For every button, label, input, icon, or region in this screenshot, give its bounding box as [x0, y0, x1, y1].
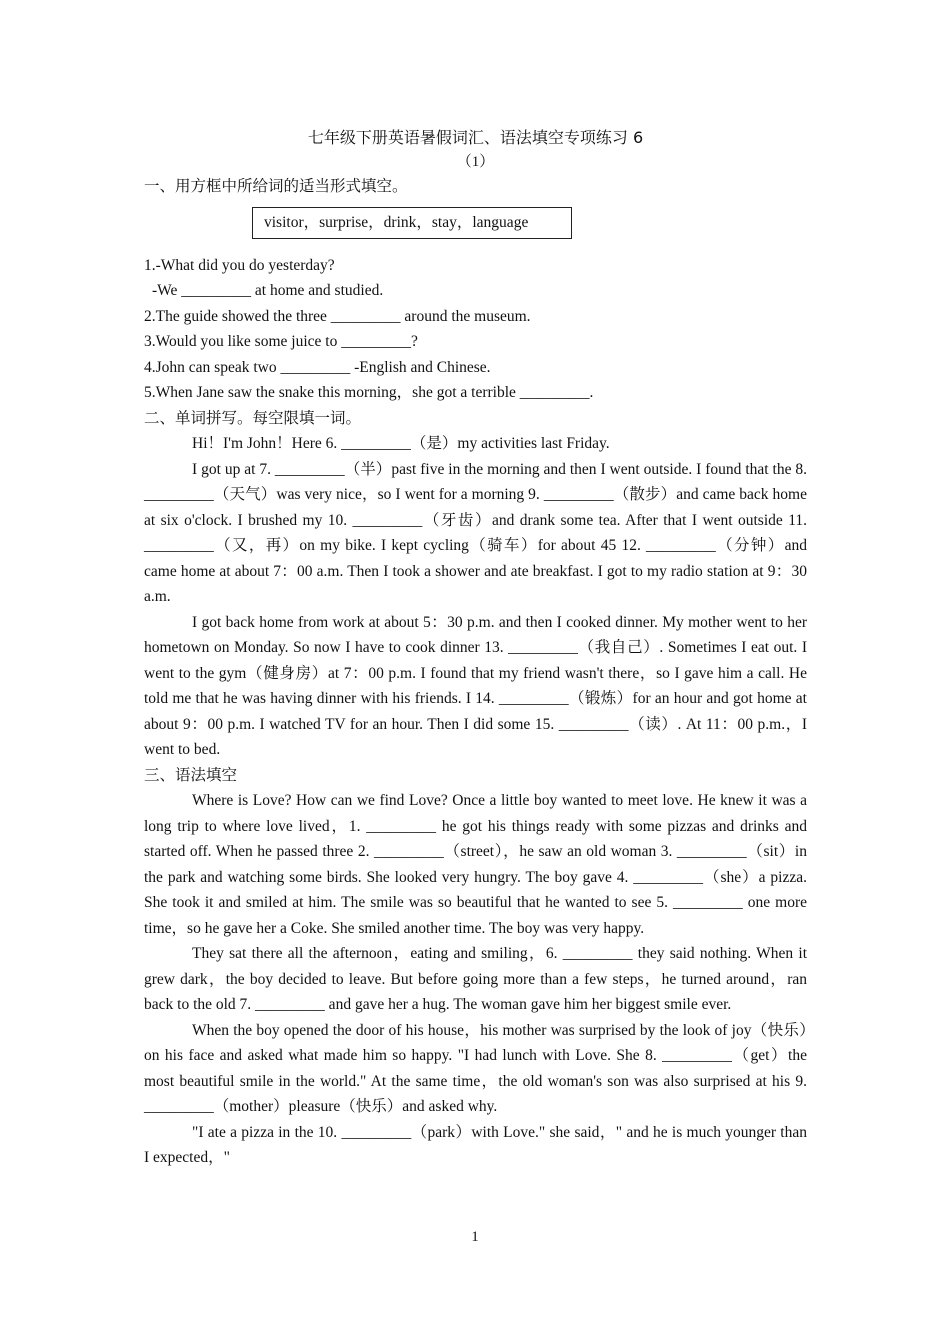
document-content — [144, 126, 807, 1171]
page-subtitle: （1） — [456, 154, 495, 170]
question-line: 1.-What did you do yesterday? — [144, 256, 335, 274]
question-line: 2.The guide showed the three _________ around the museum. — [144, 307, 531, 325]
section1-heading: 一、用方框中所给词的适当形式填空。 — [144, 177, 408, 195]
question-line: 5.When Jane saw the snake this morning，she got a terrible _________. — [144, 384, 594, 401]
question-line: -We _________ at home and studied. — [152, 282, 384, 299]
section3-paragraph: They sat there all the afternoon，eating and smiling，6. _________ they said nothing. When it grew dark，the boy decided to leave. But before going more than a few steps，he turned around，ran back to the old 7. _________ and gave her a hug. The woman gave him her biggest smile ever. — [144, 945, 807, 1013]
page-number: 1 — [471, 1229, 479, 1245]
section3-heading: 三、语法填空 — [144, 765, 238, 784]
section1-questions — [144, 253, 807, 406]
question-line: 3.Would you like some juice to _________? — [144, 333, 418, 350]
word-box: visitor，surprise，drink，stay，language — [252, 207, 572, 239]
section2-heading: 二、单词拼写。每空限填一词。 — [144, 408, 362, 427]
page-title: 七年级下册英语暑假词汇、语法填空专项练习 6 — [307, 128, 644, 147]
question-line: 4.John can speak two _________ -English and Chinese. — [144, 358, 491, 376]
section3-paragraph: "I ate a pizza in the 10. _________（park）with Love." she said，" and he is much younger than I expected，" — [144, 1123, 807, 1166]
section2-paragraph: I got back home from work at about 5：30 p.m. and then I cooked dinner. My mother went to her hometown on Monday. So now I have to cook dinner 13. _________（我自己）. Sometimes I eat out. I went to the gym（健身房）at 7：00 p.m. I found that my friend wasn't there，so I gave him a call. He told me that he was having dinner with his friends. I 14. _________（锻炼）for an hour and got home at about 9：00 p.m. I watched TV for an hour. Then I did some 15. _________（读）. At 11：00 p.m.，I went to bed. — [144, 613, 807, 758]
section3-paragraph: When the boy opened the door of his house，his mother was surprised by the look of joy（快乐）on his face and asked what made him so happy. "I had lunch with Love. She 8. _________（get）the most beautiful smile in the world." At the same time，the old woman's son was also surprised at his 9. _________（mother）pleasure（快乐）and asked why. — [144, 1021, 807, 1115]
section3-paragraph: Where is Love? How can we find Love? Once a little boy wanted to meet love. He knew it was a long trip to where love lived，1. _________ he got his things ready with some pizzas and drinks and started off. When he passed three 2. _________（street），he saw an old woman 3. _________（sit）in the park and watching some birds. She looked very hungry. The boy gave 4. _________（she）a pizza. She took it and smiled at him. The smile was so beautiful that he wanted to see 5. _________ one more time，so he gave her a Coke. She smiled another time. The boy was very happy. — [144, 792, 807, 937]
section2-paragraph: I got up at 7. _________（半）past five in the morning and then I went outside. I found that the 8. _________（天气）was very nice，so I went for a morning 9. _________（散步）and came back home at six o'clock. I brushed my 10. _________（牙齿）and drank some tea. After that I went outside 11. _________（又，再）on my bike. I kept cycling（骑车）for about 45 12. _________（分钟）and came home at about 7：00 a.m. Then I took a shower and ate breakfast. I got to my radio station at 9：30 a.m. — [144, 460, 807, 605]
section2-paragraph: Hi！I'm John！Here 6. _________（是）my activities last Friday. — [192, 435, 610, 452]
